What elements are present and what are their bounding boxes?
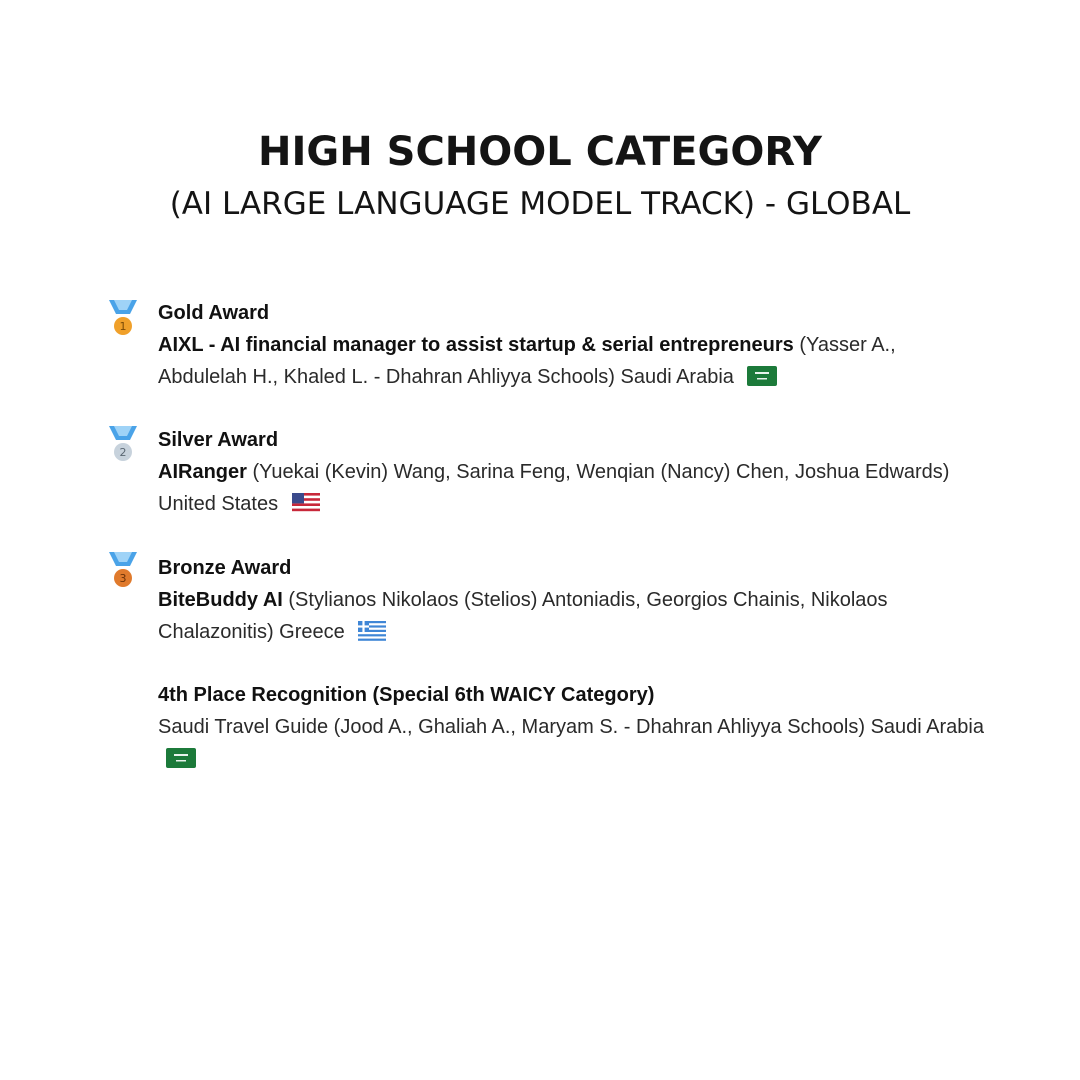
silver-award-entry [158,424,988,520]
project-name: BiteBuddy AI [158,589,283,611]
medal-number: 2 [119,446,127,459]
award-heading: Gold Award [158,302,270,324]
award-heading: 4th Place Recognition (Special 6th WAICY Category) [158,684,655,706]
award-details: (Yuekai (Kevin) Wang, Sarina Feng, Wenqian (Nancy) Chen, Joshua Edwards) United States [158,461,950,515]
medal-number: 1 [119,320,127,333]
award-heading: Bronze Award [158,557,292,579]
bronze-medal-icon [106,550,140,590]
silver-medal-icon [106,424,140,464]
fourth-place-entry [158,679,988,775]
award-details: (Yasser A., Abdulelah H., Khaled L. - Dhahran Ahliyya Schools) Saudi Arabia [158,334,896,388]
united-states-flag-icon [292,493,320,513]
award-details: Saudi Travel Guide (Jood A., Ghaliah A., Maryam S. - Dhahran Ahliyya Schools) Saudi Arabia [158,716,984,738]
greece-flag-icon [358,621,386,641]
award-heading: Silver Award [158,429,279,451]
gold-award-entry [158,297,988,393]
page-title: HIGH SCHOOL CATEGORY [258,129,822,175]
medal-number: 3 [119,572,127,585]
saudi-arabia-flag-icon [747,366,777,386]
project-name: AIRanger [158,461,247,483]
project-name: AIXL - AI financial manager to assist startup & serial entrepreneurs [158,334,794,356]
saudi-arabia-flag-icon [166,748,196,768]
award-details: (Stylianos Nikolaos (Stelios) Antoniadis, Georgios Chainis, Nikolaos Chalazonitis) Greece [158,589,888,643]
page-subtitle: (AI LARGE LANGUAGE MODEL TRACK) - GLOBAL [169,186,911,222]
bronze-award-entry [158,552,988,648]
gold-medal-icon [106,298,140,338]
